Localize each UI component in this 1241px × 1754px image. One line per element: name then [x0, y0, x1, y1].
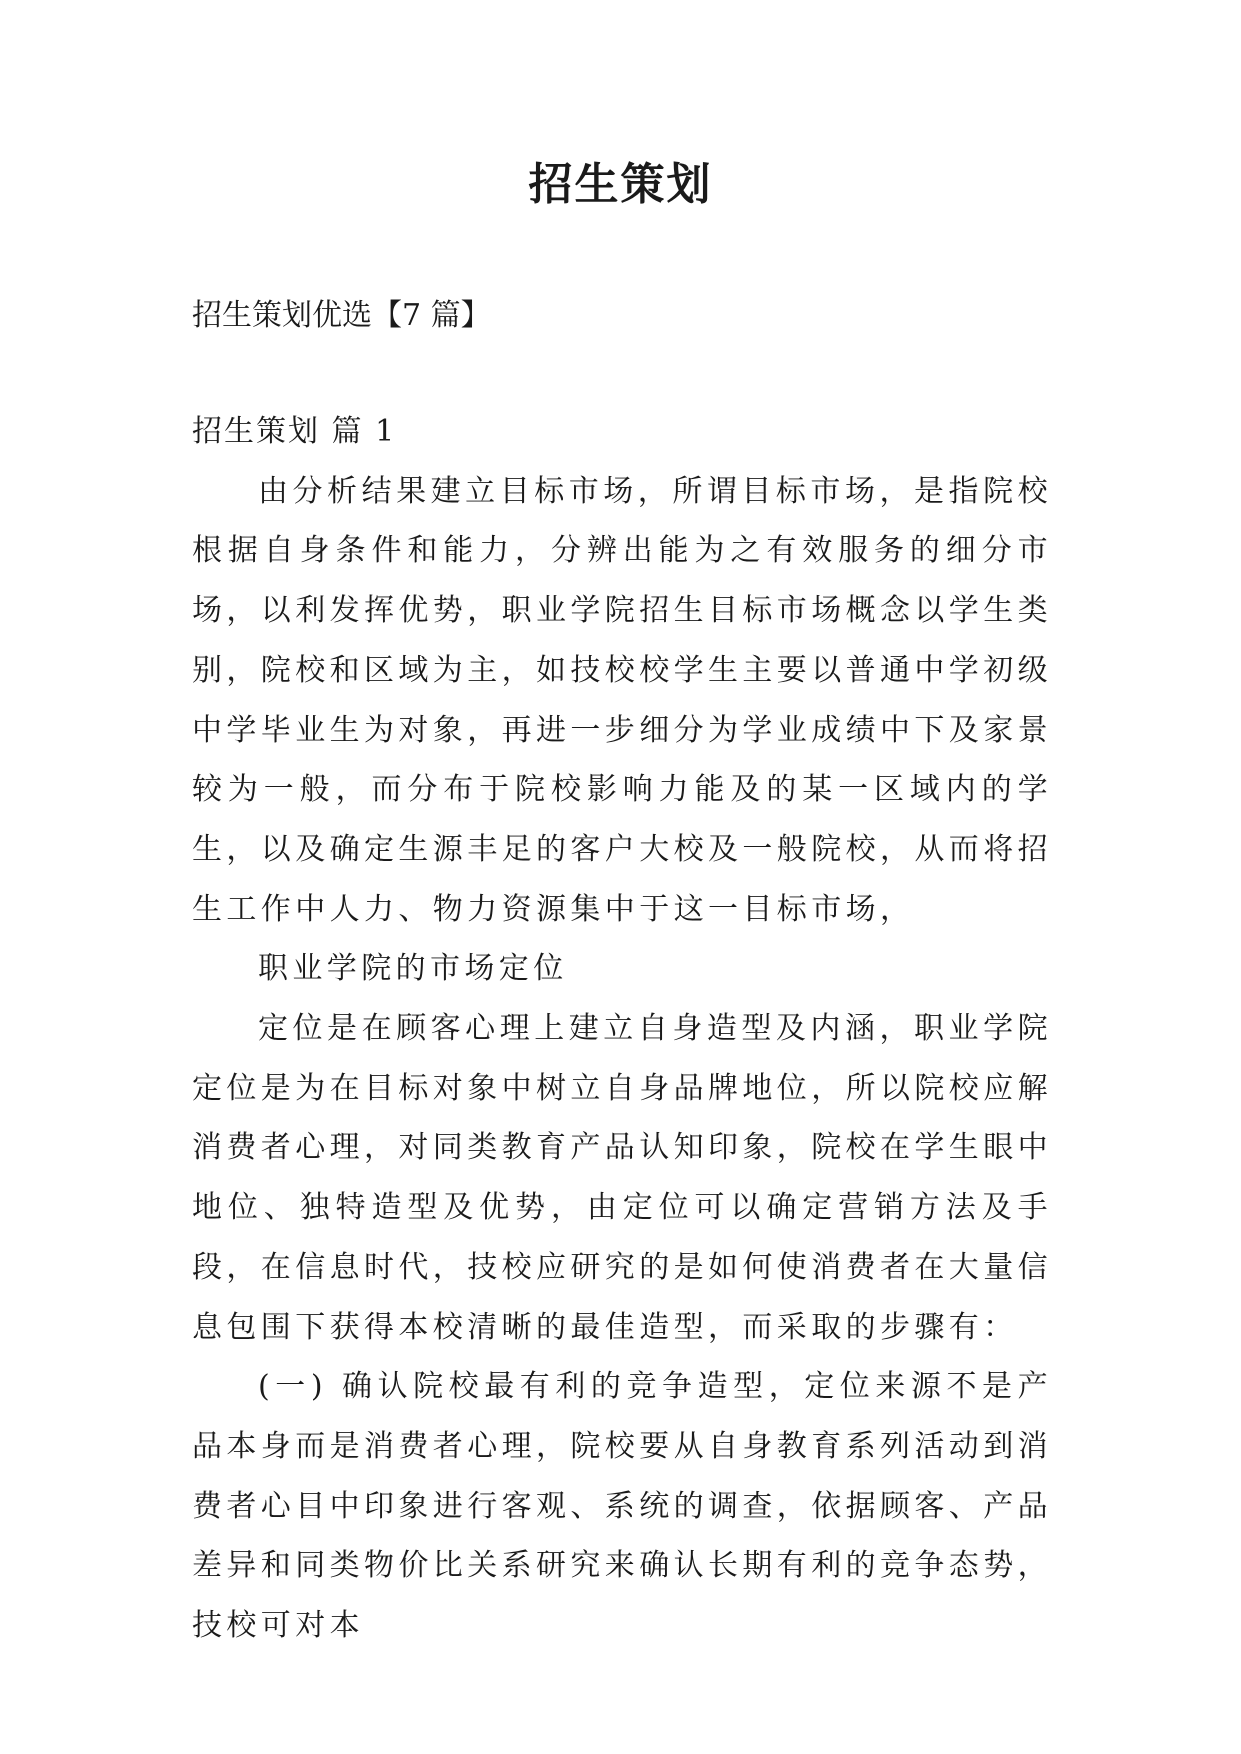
paragraph-target-market: 由分析结果建立目标市场，所谓目标市场，是指院校根据自身条件和能力，分辨出能为之有效服务的细分市场，以利发挥优势，职业学院招生目标市场概念以学生类别，院校和区域为主，如技校校学生主要以普通中学初级中学毕业生为对象，再进一步细分为学业成绩中下及家景较为一般，而分布于院校影响力能及的某一区域内的学生，以及确定生源丰足的客户大校及一般院校，从而将招生工作中人力、物力资源集中于这一目标市场，: [192, 473, 1052, 927]
document-subtitle: 招生策划优选【7 篇】: [192, 298, 491, 333]
article-body: [192, 402, 1052, 1656]
document-title: 招生策划: [528, 159, 713, 210]
section-heading: 招生策划 篇 1: [192, 414, 397, 449]
paragraph-market-positioning-heading: 职业学院的市场定位: [258, 951, 568, 987]
paragraph-step-one: (一) 确认院校最有利的竞争造型，定位来源不是产品本身而是消费者心理，院校要从自身教育系列活动到消费者心目中印象进行客观、系统的调查，依据顾客、产品差异和同类物价比关系研究来确认长期有利的竞争态势，技校可对本: [192, 1369, 1052, 1644]
paragraph-positioning: 定位是在顾客心理上建立自身造型及内涵，职业学院定位是为在目标对象中树立自身品牌地位，所以院校应解消费者心理，对同类教育产品认知印象，院校在学生眼中地位、独特造型及优势，由定位可以确定营销方法及手段，在信息时代，技校应研究的是如何使消费者在大量信息包围下获得本校清晰的最佳造型，而采取的步骤有：: [192, 1011, 1052, 1345]
